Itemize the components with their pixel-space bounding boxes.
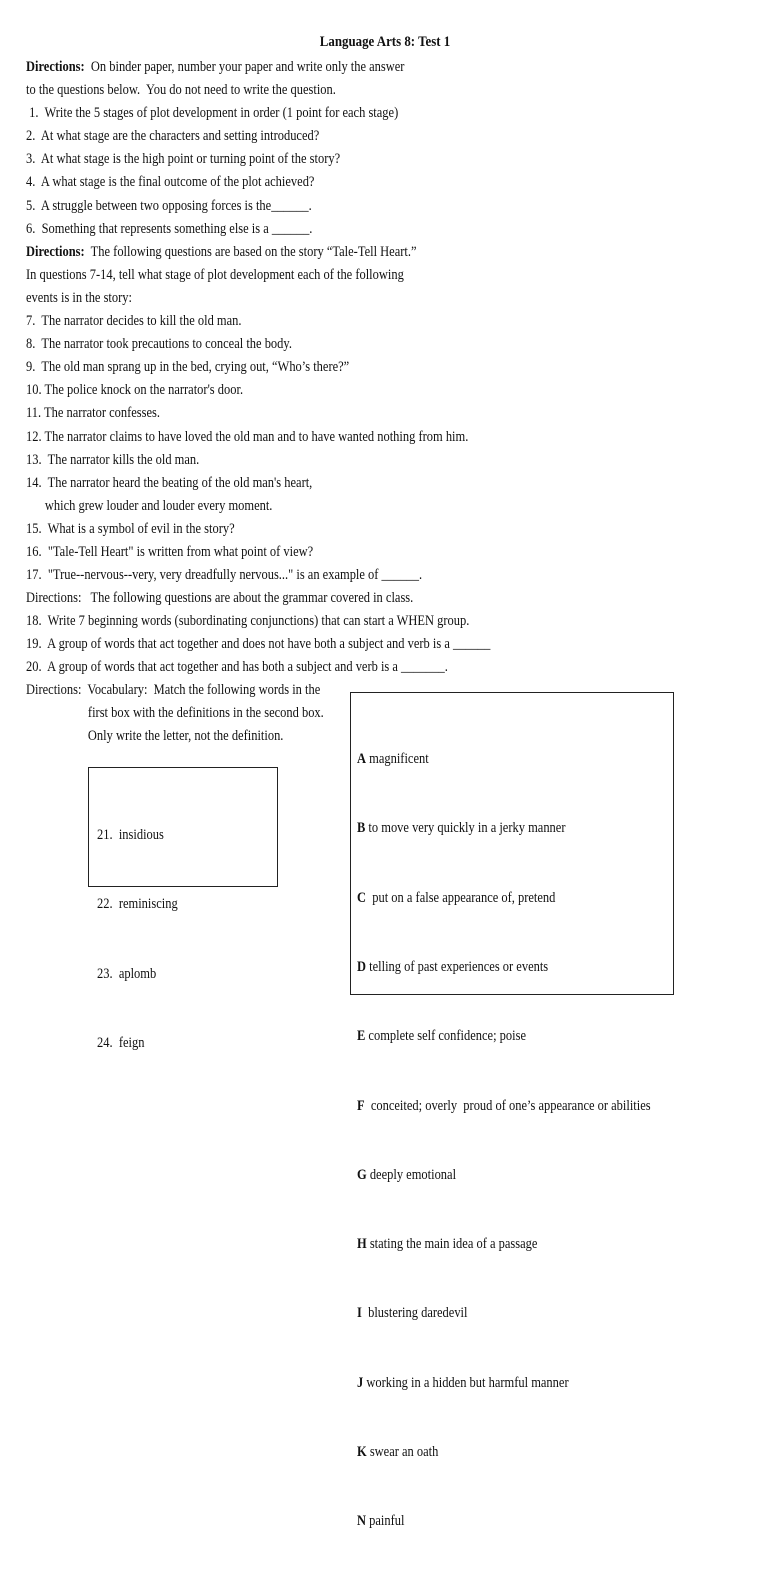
- question-2: 2. At what stage are the characters and setting introduced?: [26, 128, 320, 145]
- definition-letter: C: [357, 889, 367, 906]
- definition-item: H stating the main idea of a passage: [357, 1236, 538, 1253]
- definition-item: E complete self confidence; poise: [357, 1028, 526, 1045]
- definition-box: [350, 692, 674, 1530]
- directions-label: Directions:: [26, 243, 85, 260]
- question-9: 9. The old man sprang up in the bed, crying out, “Who’s there?”: [26, 359, 350, 376]
- definition-letter: J: [357, 1374, 364, 1391]
- directions-2-cont: In questions 7-14, tell what stage of plot development each of the following: [26, 266, 404, 283]
- definition-item: D telling of past experiences or events: [357, 959, 549, 976]
- definition-letter: I: [357, 1305, 362, 1322]
- vocab-directions-line-2: first box with the definitions in the second box.: [87, 705, 324, 722]
- definition-letter: K: [357, 1444, 367, 1460]
- vocab-directions-line-1: Directions: Vocabulary: Match the following words in the: [26, 682, 321, 698]
- definition-item: A magnificent: [357, 751, 429, 768]
- question-3: 3. At what stage is the high point or turning point of the story?: [26, 151, 341, 168]
- question-20: 20. A group of words that act together and has both a subject and verb is a _______.: [26, 659, 448, 676]
- definition-item: B to move very quickly in a jerky manner: [357, 820, 566, 837]
- directions-1-cont: to the questions below. You do not need to write the question.: [26, 82, 336, 99]
- vocab-directions: [26, 679, 324, 748]
- definition-item: G deeply emotional: [357, 1166, 457, 1183]
- question-19: 19. A group of words that act together and does not have both a subject and verb is a ______: [26, 636, 491, 653]
- question-13: 13. The narrator kills the old man.: [26, 451, 200, 468]
- question-5: 5. A struggle between two opposing forces is the______.: [26, 197, 312, 214]
- question-18: 18. Write 7 beginning words (subordinating conjunctions) that can start a WHEN group.: [26, 613, 470, 630]
- definition-item: J working in a hidden but harmful manner: [357, 1374, 569, 1391]
- definition-item: K swear an oath: [357, 1444, 439, 1460]
- directions-2-cont2: events is in the story:: [26, 289, 132, 306]
- definition-letter: A: [357, 751, 367, 768]
- vocab-word: 24. feign: [97, 1035, 145, 1052]
- definition-item: C put on a false appearance of, pretend: [357, 889, 556, 906]
- definition-letter: G: [357, 1166, 367, 1183]
- definition-letter: B: [357, 820, 366, 837]
- vocab-word-box: [88, 767, 278, 1052]
- definition-item: N painful: [357, 1513, 405, 1530]
- definition-letter: D: [357, 959, 367, 976]
- vocab-word: 22. reminiscing: [97, 896, 178, 913]
- question-6: 6. Something that represents something else is a ______.: [26, 220, 313, 237]
- page-title: Language Arts 8: Test 1: [319, 34, 451, 50]
- vocab-word: 21. insidious: [97, 827, 164, 844]
- vocab-directions-line-3: Only write the letter, not the definition.: [87, 728, 284, 745]
- question-10: 10. The police knock on the narrator's door.: [26, 382, 244, 399]
- question-11: 11. The narrator confesses.: [26, 405, 161, 422]
- directions-3: Directions: The following questions are about the grammar covered in class.: [26, 590, 414, 607]
- question-12: 12. The narrator claims to have loved the old man and to have wanted nothing from him.: [26, 428, 469, 445]
- directions-label: Directions:: [26, 59, 85, 75]
- question-7: 7. The narrator decides to kill the old man.: [26, 313, 242, 330]
- question-8: 8. The narrator took precautions to conceal the body.: [26, 336, 292, 353]
- question-list: [26, 56, 491, 680]
- question-1: 1. Write the 5 stages of plot development in order (1 point for each stage): [26, 105, 399, 122]
- question-4: 4. A what stage is the final outcome of the plot achieved?: [26, 174, 315, 191]
- question-15: 15. What is a symbol of evil in the story?: [26, 520, 235, 537]
- question-17: 17. "True--nervous--very, very dreadfully nervous..." is an example of ______.: [26, 567, 423, 584]
- definition-item: I blustering daredevil: [357, 1305, 468, 1322]
- question-16: 16. "Tale-Tell Heart" is written from what point of view?: [26, 543, 314, 560]
- directions-1: Directions: On binder paper, number your paper and write only the answer: [26, 59, 405, 75]
- question-14: 14. The narrator heard the beating of the old man's heart,: [26, 474, 313, 491]
- definition-letter: H: [357, 1236, 367, 1253]
- definition-item: F conceited; overly proud of one’s appearance or abilities: [357, 1097, 651, 1114]
- definition-letter: F: [357, 1097, 365, 1114]
- definition-letter: E: [357, 1028, 366, 1045]
- vocab-word: 23. aplomb: [97, 965, 157, 982]
- definition-letter: N: [357, 1513, 367, 1530]
- directions-2: Directions: The following questions are based on the story “Tale-Tell Heart.”: [26, 243, 417, 260]
- question-14-cont: which grew louder and louder every moment.: [44, 497, 273, 514]
